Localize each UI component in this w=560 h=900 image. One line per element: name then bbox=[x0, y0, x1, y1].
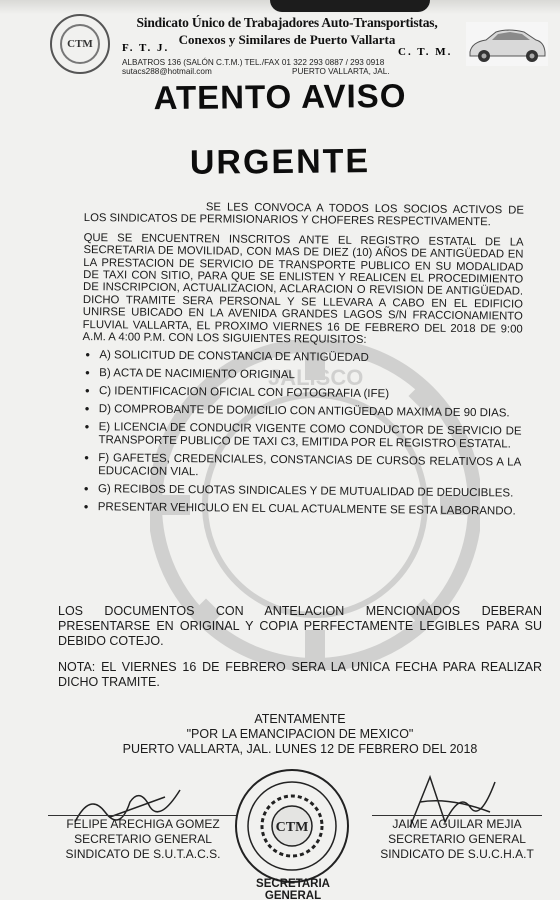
requirement-item: • E) LICENCIA DE CONDUCIR VIGENTE COMO CONDUCTOR DE SERVICIO DE TRANSPORTE PUBLICO DE TAXI C3, EMITIDA POR EL REGISTRO ESTATAL. bbox=[81, 421, 521, 452]
date-note: NOTA: EL VIERNES 16 DE FEBRERO SERA LA UNICA FECHA PARA REALIZAR DICHO TRAMITE. bbox=[58, 660, 542, 689]
requirement-item: • A) SOLICITUD DE CONSTANCIA DE ANTIGÜEDAD bbox=[82, 349, 522, 367]
signature-line bbox=[372, 815, 542, 816]
ftj-label: F. T. J. bbox=[122, 42, 170, 54]
seal-label: SECRETARIA GENERAL bbox=[256, 878, 330, 900]
email-line: sutacs288@hotmail.com bbox=[122, 67, 212, 76]
requirement-item: • C) IDENTIFICACION OFICIAL CON FOTOGRAFIA (IFE) bbox=[82, 385, 522, 403]
notes-block bbox=[58, 604, 542, 701]
signer-role: SECRETARIO GENERAL bbox=[388, 832, 526, 846]
ctm-seal-icon bbox=[234, 768, 350, 884]
union-logo-icon bbox=[50, 14, 110, 74]
phone-edge bbox=[270, 0, 430, 12]
notice-title: ATENTO AVISO bbox=[153, 76, 407, 117]
closing-place-date: PUERTO VALLARTA, JAL. LUNES 12 DE FEBRERO DEL 2018 bbox=[122, 742, 478, 756]
signer-org: SINDICATO DE S.U.T.A.C.S. bbox=[65, 847, 221, 861]
seal-text: CTM bbox=[275, 820, 309, 835]
requirement-item: • D) COMPROBANTE DE DOMICILIO CON ANTIGÜEDAD MAXIMA DE 90 DIAS. bbox=[82, 403, 522, 421]
signer-role: SECRETARIO GENERAL bbox=[74, 832, 212, 846]
requirement-item: • B) ACTA DE NACIMIENTO ORIGINAL bbox=[82, 367, 522, 385]
intro-text: SE LES CONVOCA A TODOS LOS SOCIOS ACTIVOS DE LOS SINDICATOS DE PERMISIONARIOS Y CHOFERES RESPECTIVAMENTE. bbox=[83, 201, 524, 229]
requirement-item: • F) GAFETES, CREDENCIALES, CONSTANCIAS DE CURSOS RELATIVOS A LA EDUCACION VIAL. bbox=[81, 452, 521, 483]
signer-name: JAIME AGUILAR MEJIA bbox=[392, 817, 522, 831]
city-line: PUERTO VALLARTA, JAL. bbox=[292, 67, 390, 76]
documents-note: LOS DOCUMENTOS CON ANTELACION MENCIONADOS DEBERAN PRESENTARSE EN ORIGINAL Y COPIA PERFECTAMENTE LEGIBLES PARA SU DEBIDO COTEJO. bbox=[58, 604, 542, 648]
address-block bbox=[122, 58, 462, 76]
requirements-list bbox=[81, 349, 523, 519]
taxi-car-icon bbox=[466, 22, 548, 66]
notice-body bbox=[81, 200, 524, 524]
signature-left bbox=[48, 815, 238, 862]
notice-subtitle: URGENTE bbox=[189, 142, 371, 182]
closing-line1: ATENTAMENTE bbox=[254, 712, 346, 726]
signer-org: SINDICATO DE S.U.C.H.A.T bbox=[380, 847, 534, 861]
signature-line bbox=[48, 815, 238, 816]
watermark-text: JALISCO bbox=[268, 365, 364, 390]
union-name-line1: Sindicato Único de Trabajadores Auto-Transportistas, bbox=[136, 15, 438, 30]
union-logo-text: CTM bbox=[60, 24, 100, 64]
closing-block bbox=[0, 712, 560, 757]
main-paragraph: QUE SE ENCUENTREN INSCRITOS ANTE EL REGISTRO ESTATAL DE LA SECRETARIA DE MOVILIDAD, CON MAS DE DIEZ (10) AÑOS DE ANTIGÜEDAD EN LA PRESTACION DE SERVICIO DE TRANSPORTE PUBLICO EN SU MODALIDAD DE TAXI CON SITIO, PARA QUE SE ENLISTEN Y REALICEN EL PROCEDIMIENTO DE INSCRIPCION, ACTUALIZACION, ACLARACION O REVISION DE ANTIGÜEDAD. DICHO TRAMITE SERA PERSONAL Y SE LLEVARA A CABO EN EL EDIFICIO UNIRSE UBICADO EN LA AVENIDA GRANDES LAGOS S/N FRACCIONAMIENTO FLUVIAL VALLARTA, EL PROXIMO VIERNES 16 DE FEBRERO DEL 2018 DE 9:00 A.M. A 4:00 P.M. CON LOS SIGUIENTES REQUISITOS: bbox=[82, 231, 524, 347]
signature-right bbox=[372, 815, 542, 862]
union-name-line2: Conexos y Similares de Puerto Vallarta bbox=[178, 32, 396, 47]
requirement-item: • PRESENTAR VEHICULO EN EL CUAL ACTUALMENTE SE ESTA LABORANDO. bbox=[81, 501, 521, 519]
ctm-label: C. T. M. bbox=[398, 46, 453, 58]
address-line: ALBATROS 136 (SALÓN C.T.M.) TEL./FAX 01 322 293 0887 / 293 0918 bbox=[122, 58, 385, 67]
requirement-item: • G) RECIBOS DE CUOTAS SINDICALES Y DE MUTUALIDAD DE DEDUCIBLES. bbox=[81, 483, 521, 501]
signer-name: FELIPE ARECHIGA GOMEZ bbox=[66, 817, 220, 831]
closing-motto: "POR LA EMANCIPACION DE MEXICO" bbox=[186, 727, 414, 741]
